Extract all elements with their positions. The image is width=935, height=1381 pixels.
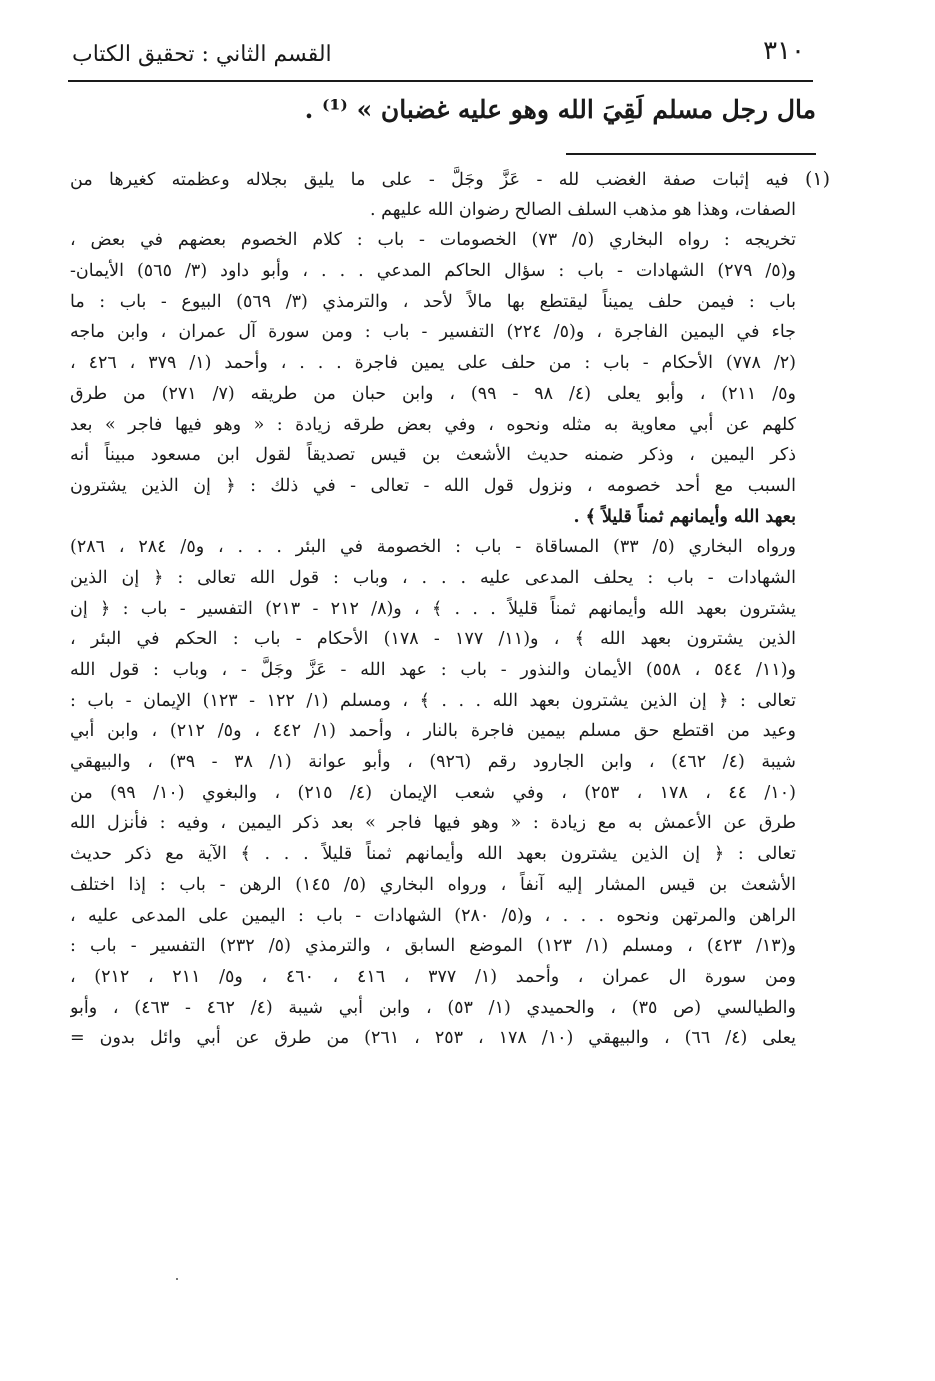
footnote-line: الصفات، وهذا هو مذهب السلف الصالح رضوان الله عليهم . (370, 199, 796, 220)
footnote-line: تعالى : ﴿ إن الذين يشترون بعهد الله . . . ﴾ ، ومسلم (١/ ١٢٢ - ١٢٣) الإيمان - باب : (70, 690, 796, 711)
footnote-line: السبب مع أحد خصومه ، ونزول قول الله - تعالى - في ذلك : ﴿ إن الذين يشترون (70, 475, 796, 496)
footnote-line: باب : فيمن حلف يميناً ليقتطع بها مالاً لأحد ، والترمذي (٣/ ٥٦٩) البيوع - باب : ما (70, 291, 796, 312)
footnote-line: والطيالسي (ص ٣٥) ، والحميدي (١/ ٥٣) ، وابن أبي شيبة (٤/ ٤٦٢ - ٤٦٣) ، وأبو (70, 997, 796, 1018)
page-header (68, 34, 813, 82)
scan-speck (176, 1278, 178, 1280)
footnote-block (70, 164, 830, 1054)
footnote-line: كلهم عن أبي معاوية به مثله ونحوه ، وفي بعض طرقه زيادة : « وهو فيها فاجر » بعد (70, 414, 796, 435)
footnote-separator (566, 153, 816, 155)
footnote-line: الشهادات - باب : يحلف المدعى عليه . . . ، وباب : قول الله تعالى : ﴿ إن الذين (70, 567, 796, 588)
footnote-line: يعلى (٤/ ٦٦) ، والبيهقي (١٠/ ١٧٨ ، ٢٥٣ ، ٢٦١) من طرق عن أبي وائل بدون = (70, 1028, 797, 1049)
footnote-line: تعالى : ﴿ إن الذين يشترون بعهد الله وأيمانهم ثمناً قليلاً . . . ﴾ الآية مع ذكر حديث (70, 844, 796, 865)
footnote-line: تخريجه : رواه البخاري (٥/ ٧٣) الخصومات - باب : كلام الخصوم بعضهم في بعض ، (70, 230, 796, 251)
footnote-line: و(٥/ ٢٧٩) الشهادات - باب : سؤال الحاكم المدعي . . . ، وأبو داود (٣/ ٥٦٥) الأيمان- (70, 261, 796, 282)
footnote-line: و(١٣/ ٤٢٣) ، ومسلم (١/ ١٢٣) الموضع السابق ، والترمذي (٥/ ٢٣٢) التفسير - باب : (70, 936, 796, 957)
footnote-line: وعيد من اقتطع حق مسلم بيمين فاجرة بالنار ، وأحمد (١/ ٤٤٢ ، و٥/ ٢١٢) ، وابن أبي (70, 721, 796, 742)
footnote-line: ذكر اليمين ، وذكر ضمنه حديث الأشعث بن قيس تصديقاً لقول ابن مسعود مبيناً أنه (70, 445, 796, 466)
footnote-line: (١٠/ ٤٤ ، ١٧٨ ، ٢٥٣) ، وفي شعب الإيمان (٤/ ٢١٥) ، والبغوي (١٠/ ٩٩) من (70, 782, 796, 803)
footnote-line: ومن سورة ال عمران ، وأحمد (١/ ٣٧٧ ، ٤١٦ ، ٤٦٠ ، و٥/ ٢١١ ، ٢١٢) ، (70, 966, 796, 987)
footnote-line: الراهن والمرتهن ونحوه . . . ، و(٥/ ٢٨٠) الشهادات - باب : اليمين على المدعى عليه ، (70, 905, 796, 926)
footnote-line: جاء في اليمين الفاجرة ، و(٥/ ٢٢٤) التفسير - باب : ومن سورة آل عمران ، وابن ماجه (70, 322, 796, 343)
footnote-line: شيبة (٤/ ٤٦٢) ، وابن الجارود رقم (٩٢٦) ، وأبو عوانة (١/ ٣٨ - ٣٩) ، والبيهقي (70, 752, 796, 773)
footnote-line: الأشعث بن قيس المشار إليه آنفاً ، ورواه البخاري (٥/ ١٤٥) الرهن - باب : إذا اختلف (70, 874, 796, 895)
page-number: ٣١٠ (763, 36, 805, 66)
footnote-line: و(١١/ ٥٤٤ ، ٥٥٨) الأيمان والنذور - باب : عهد الله - عَزَّ وجَلَّ - ، وباب : قول الله (70, 660, 796, 680)
running-title: القسم الثاني : تحقيق الكتاب (72, 42, 332, 67)
footnote-marker: (١) (804, 168, 830, 190)
footnote-line: (١) فيه إثبات صفة الغضب لله - عَزَّ وجَلَّ - على ما يليق بجلاله وعظمته كغيرها من (70, 168, 830, 190)
main-text-line: مال رجل مسلم لَقِيَ الله وهو عليه غضبان » ⁽¹⁾ . (304, 95, 816, 124)
footnote-line: طرق عن الأعمش به مع زيادة : « وهو فيها فاجر » بعد ذكر اليمين ، وفيه : فأنزل الله (70, 813, 796, 834)
footnote-line: الذين يشترون بعهد الله ﴾ ، و(١١/ ١٧٧ - ١٧٨) الأحكام - باب : الحكم في البئر ، (70, 629, 796, 650)
footnote-line: يشترون بعهد الله وأيمانهم ثمناً قليلاً . . . ﴾ ، و(٨/ ٢١٢ - ٢١٣) التفسير - باب : ﴿ إن (70, 598, 796, 619)
footnote-line: و٥/ ٢١١) ، وأبو يعلى (٤/ ٩٨ - ٩٩) ، وابن حبان من طريقه (٧/ ٢٧١) من طرق (70, 383, 796, 404)
footnote-line: (٢/ ٧٧٨) الأحكام - باب : من حلف على يمين فاجرة . . . ، وأحمد (١/ ٣٧٩ ، ٤٢٦ ، (70, 353, 796, 374)
footnote-line: ورواه البخاري (٥/ ٣٣) المساقاة - باب : الخصومة في البئر . . . ، و٥/ ٢٨٤ ، ٢٨٦) (70, 537, 797, 558)
footnote-line: بعهد الله وأيمانهم ثمناً قليلاً ﴾ . (573, 506, 796, 527)
